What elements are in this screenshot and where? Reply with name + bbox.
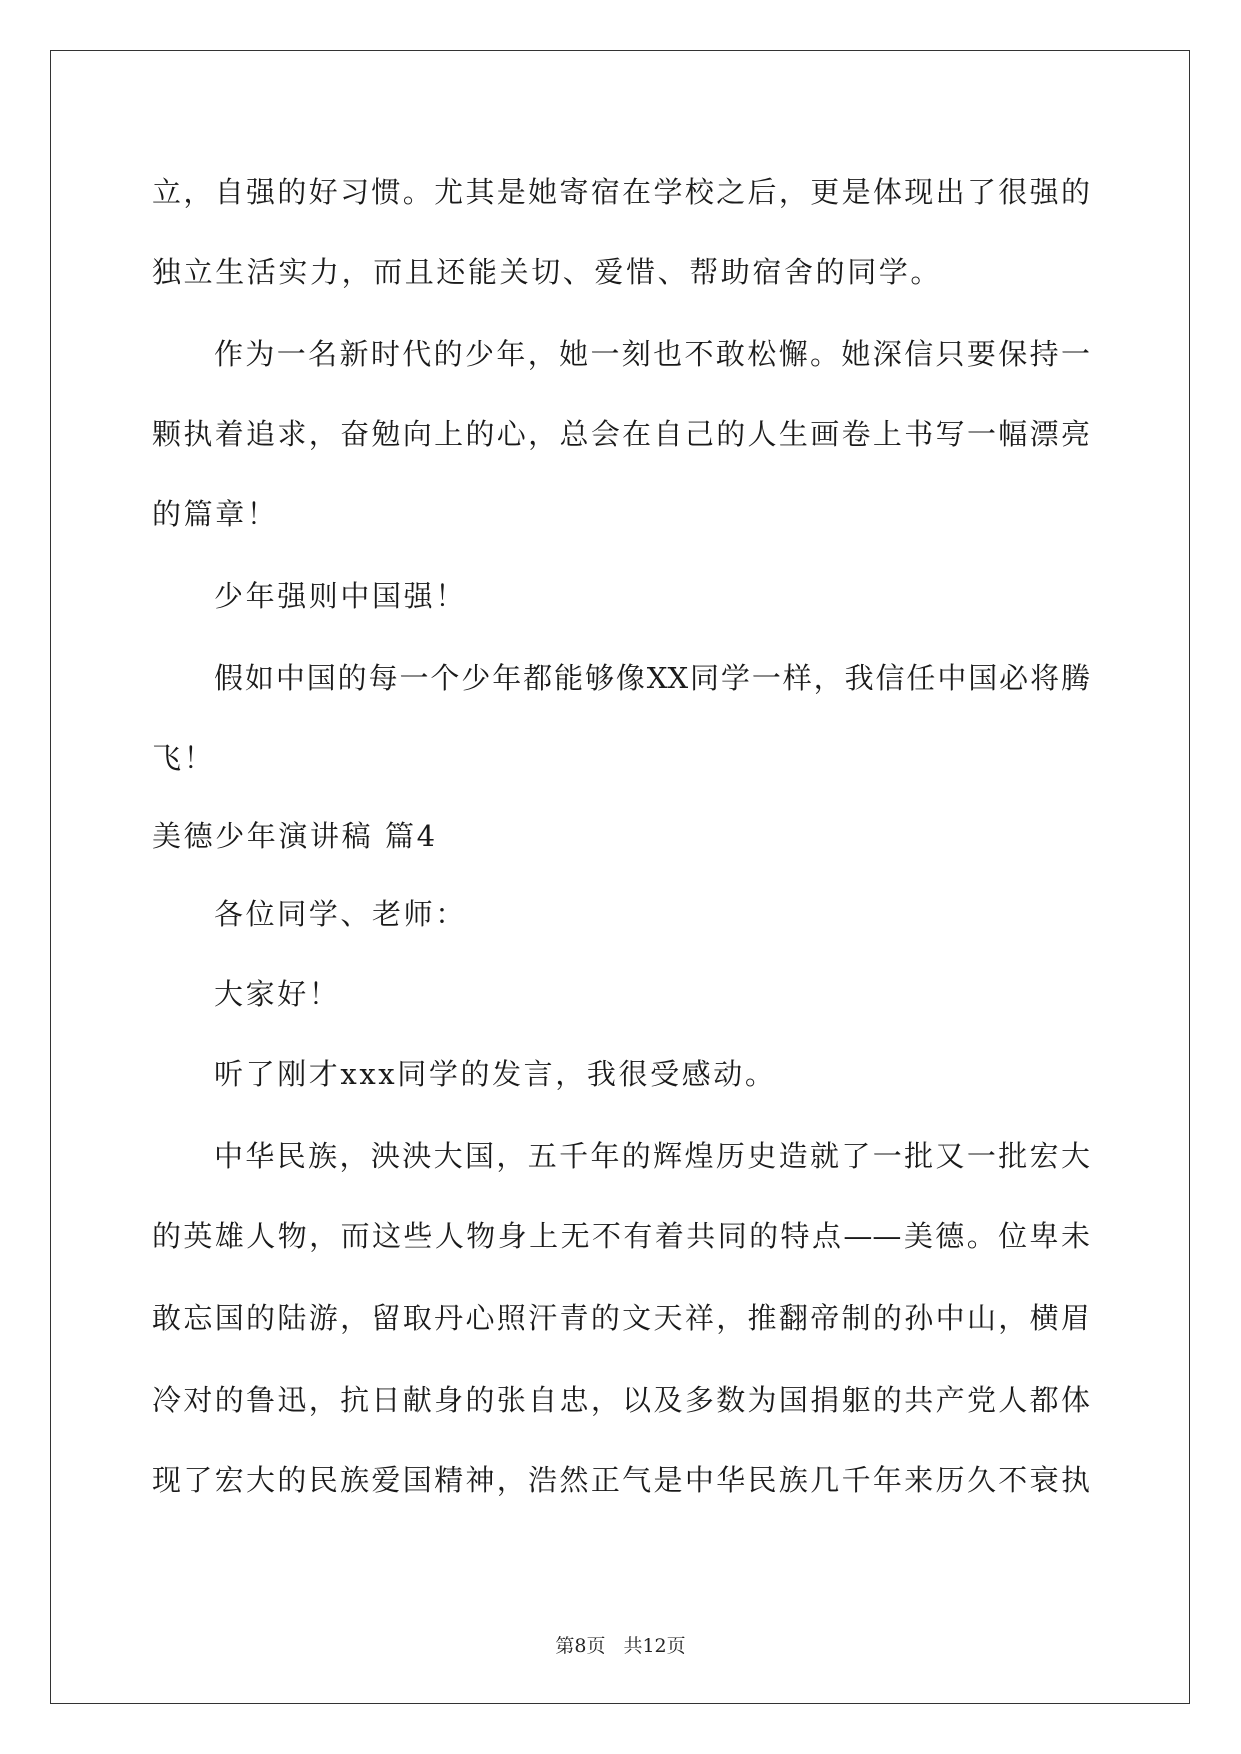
paragraph-line: 颗执着追求，奋勉向上的心，总会在自己的人生画卷上书写一幅漂亮 — [152, 417, 1090, 451]
paragraph-line: 独立生活实力，而且还能关切、爱惜、帮助宿舍的同学。 — [152, 255, 943, 289]
paragraph-line: 听了刚才xxx同学的发言，我很受感动。 — [214, 1057, 777, 1091]
page-footer — [0, 1634, 1241, 1658]
section-heading: 美德少年演讲稿 篇4 — [152, 819, 438, 853]
paragraph-line: 的英雄人物，而这些人物身上无不有着共同的特点——美德。位卑未 — [152, 1219, 1090, 1253]
page-number: 第8页 — [555, 1635, 606, 1657]
paragraph-line: 敢忘国的陆游，留取丹心照汗青的文天祥，推翻帝制的孙中山，横眉 — [152, 1301, 1090, 1335]
paragraph-line: 的篇章！ — [152, 497, 279, 531]
paragraph-line: 飞！ — [152, 741, 216, 775]
salutation: 各位同学、老师： — [214, 897, 467, 931]
paragraph-line: 作为一名新时代的少年，她一刻也不敢松懈。她深信只要保持一 — [214, 337, 1090, 371]
paragraph-line: 少年强则中国强！ — [214, 579, 467, 613]
paragraph-line: 立，自强的好习惯。尤其是她寄宿在学校之后，更是体现出了很强的 — [152, 175, 1090, 209]
paragraph-line: 中华民族，泱泱大国，五千年的辉煌历史造就了一批又一批宏大 — [214, 1139, 1090, 1173]
paragraph-line: 现了宏大的民族爱国精神，浩然正气是中华民族几千年来历久不衰执 — [152, 1463, 1090, 1497]
paragraph-line: 假如中国的每一个少年都能够像XX同学一样，我信任中国必将腾 — [214, 661, 1090, 695]
paragraph-line: 冷对的鲁迅，抗日献身的张自忠，以及多数为国捐躯的共产党人都体 — [152, 1383, 1090, 1417]
greeting: 大家好！ — [214, 977, 341, 1011]
page-border — [50, 50, 1190, 1704]
page-total: 共12页 — [623, 1635, 686, 1657]
